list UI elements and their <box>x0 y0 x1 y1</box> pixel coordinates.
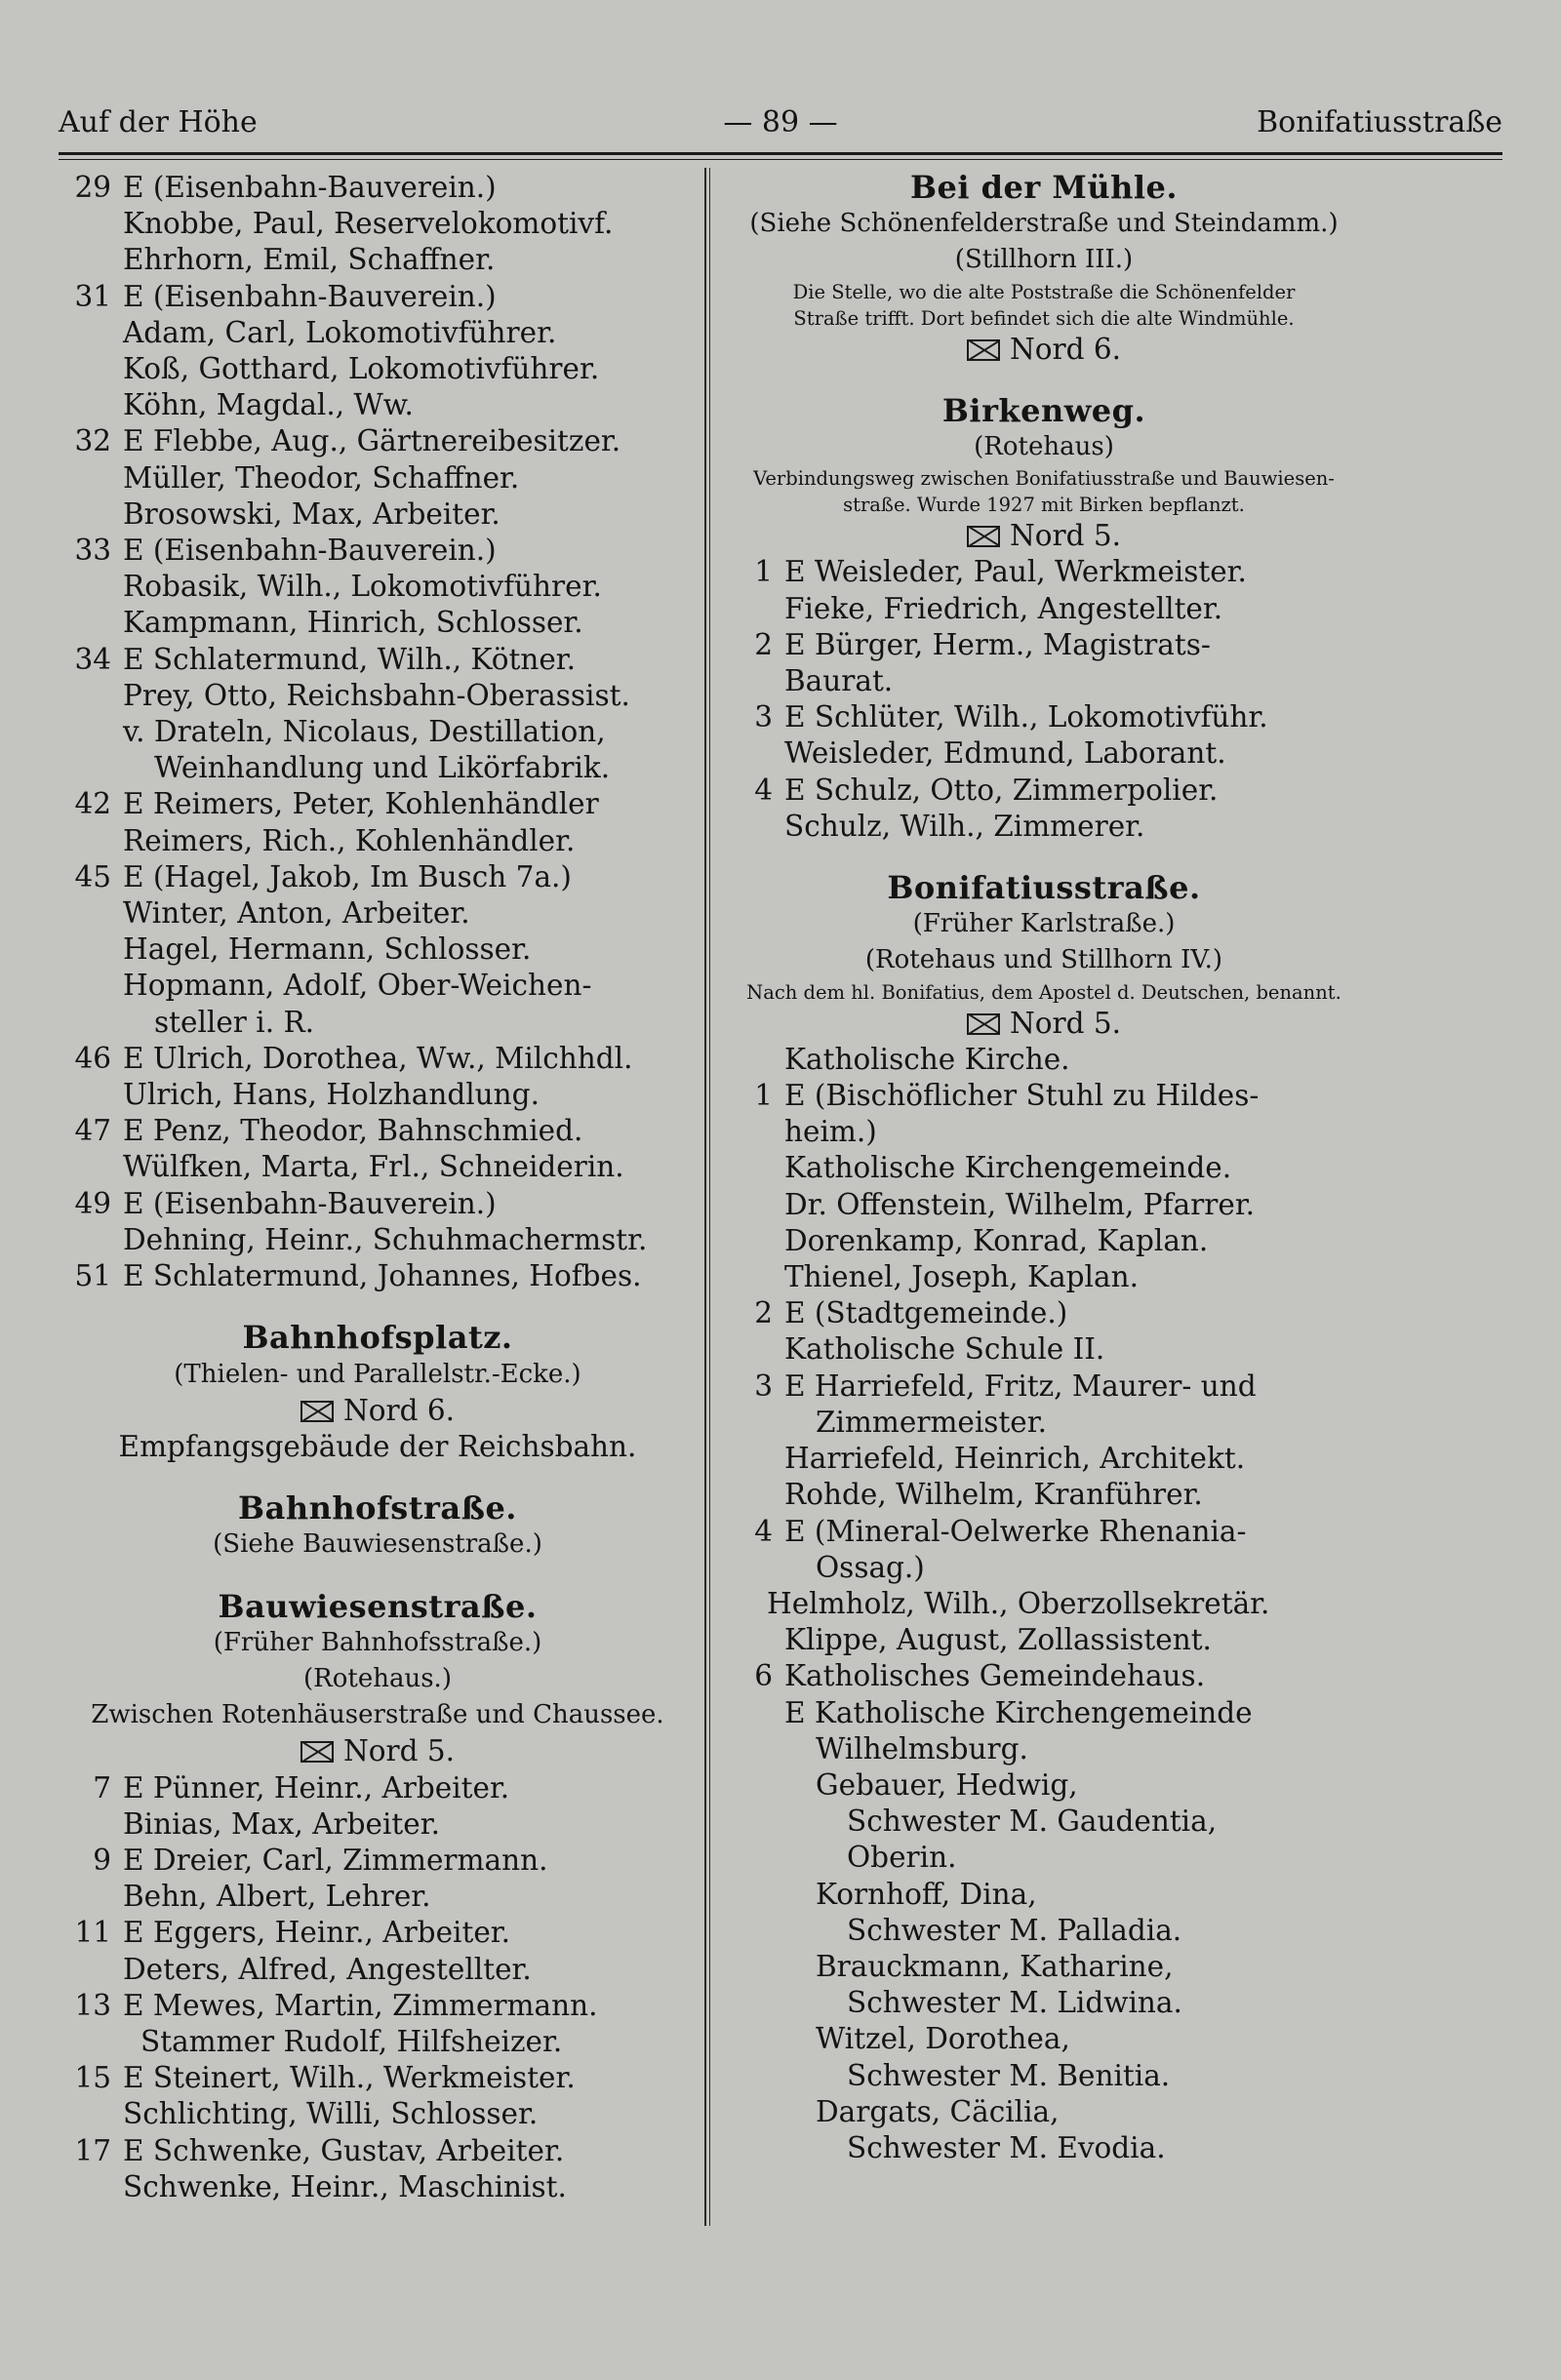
list-item: Schwester M. Lidwina. <box>847 1986 1182 2020</box>
list-item: Robasik, Wilh., Lokomotivführer. <box>123 570 602 604</box>
house-number: 34 <box>74 642 111 676</box>
list-item: Witzel, Dorothea, <box>816 2022 1070 2056</box>
house-number: 2 <box>754 627 773 661</box>
list-item: Ulrich, Hans, Holzhandlung. <box>123 1078 540 1112</box>
street-heading: Bahnhofstraße. <box>238 1489 517 1527</box>
list-item <box>722 1295 1366 1331</box>
house-number: 1 <box>754 1079 773 1113</box>
list-item: Rohde, Wilhelm, Kranführer. <box>784 1478 1203 1512</box>
list-item <box>60 170 695 206</box>
list-item: Dehning, Heinr., Schuhmachermstr. <box>123 1222 648 1256</box>
list-item <box>60 1988 695 2024</box>
post-district-text: Nord 5. <box>1009 519 1122 553</box>
street-heading: Bauwiesenstraße. <box>218 1587 538 1625</box>
entry-text: E Bürger, Herm., Magistrats- <box>784 627 1211 661</box>
house-number: 15 <box>74 2061 111 2095</box>
list-item: Winter, Anton, Arbeiter. <box>123 896 470 931</box>
list-item: steller i. R. <box>154 1005 315 1039</box>
house-number: 1 <box>754 555 773 589</box>
entry-text: E Mewes, Martin, Zimmermann. <box>123 1988 598 2022</box>
street-heading: Bonifatiusstraße. <box>887 869 1201 907</box>
entry-text: E (Eisenbahn-Bauverein.) <box>123 171 497 204</box>
list-item: Katholische Schule II. <box>784 1332 1105 1367</box>
entry-text: E (Hagel, Jakob, Im Busch 7a.) <box>123 859 572 893</box>
list-item: Prey, Otto, Reichsbahn-Oberassist. <box>123 678 630 712</box>
list-item: Binias, Max, Arbeiter. <box>123 1806 440 1841</box>
entry-text: E Steinert, Wilh., Werkmeister. <box>123 2061 576 2095</box>
list-item: Zimmermeister. <box>816 1405 1047 1439</box>
house-number: 4 <box>754 773 773 807</box>
post-district-text: Nord 5. <box>1009 1006 1122 1040</box>
street-note: (Früher Karlstraße.) <box>912 909 1176 939</box>
street-note: (Stillhorn III.) <box>954 245 1134 275</box>
column-divider <box>704 168 706 2226</box>
list-item: Schwester M. Gaudentia, <box>847 1805 1218 1839</box>
list-item <box>60 279 695 315</box>
right-column <box>722 170 1366 2166</box>
list-item: Köhn, Magdal., Ww. <box>123 388 414 422</box>
list-item <box>722 773 1366 809</box>
entry-text: E (Eisenbahn-Bauverein.) <box>123 534 497 568</box>
entry-text: E (Bischöflicher Stuhl zu Hildes- <box>784 1079 1260 1113</box>
list-item: Kornhoff, Dina, <box>816 1877 1037 1911</box>
house-number: 33 <box>74 534 111 568</box>
list-item: Wülfken, Marta, Frl., Schneiderin. <box>123 1150 624 1184</box>
header-right: Bonifatiusstraße <box>1257 105 1502 139</box>
street-description: Straße trifft. Dort befindet sich die alte Windmühle. <box>793 306 1295 330</box>
post-district-text: Nord 6. <box>1009 332 1122 366</box>
list-item <box>60 1041 695 1077</box>
house-number: 11 <box>74 1916 111 1950</box>
envelope-icon <box>967 526 1000 547</box>
house-number: 45 <box>74 859 111 893</box>
post-district <box>722 518 1366 554</box>
list-item: Schwester M. Evodia. <box>847 2130 1166 2164</box>
list-item <box>60 2060 695 2096</box>
entry-text: E Harriefeld, Fritz, Maurer- und <box>784 1368 1257 1403</box>
entry-text: E (Eisenbahn-Bauverein.) <box>123 1186 497 1220</box>
entry-text: E Schlüter, Wilh., Lokomotivführ. <box>784 700 1268 734</box>
house-number: 42 <box>74 787 111 821</box>
list-item: v. Drateln, Nicolaus, Destillation, <box>123 715 606 749</box>
list-item: Oberin. <box>847 1841 957 1875</box>
house-number: 49 <box>74 1186 111 1220</box>
list-item: Ossag.) <box>816 1550 925 1584</box>
header-rule <box>59 152 1502 160</box>
entry-text: E Ulrich, Dorothea, Ww., Milchhdl. <box>123 1041 633 1075</box>
list-item: Wilhelmsburg. <box>816 1731 1028 1765</box>
list-item <box>60 1843 695 1879</box>
header-left: Auf der Höhe <box>59 105 258 139</box>
list-item: Katholische Kirche. <box>784 1042 1070 1076</box>
list-item: Weisleder, Edmund, Laborant. <box>784 736 1226 771</box>
list-item: Harriefeld, Heinrich, Architekt. <box>784 1442 1246 1476</box>
entry-text: E Schulz, Otto, Zimmerpolier. <box>784 773 1219 807</box>
street-heading: Bei der Mühle. <box>909 169 1179 206</box>
list-item: Schlichting, Willi, Schlosser. <box>123 2097 539 2131</box>
list-item: heim.) <box>784 1115 877 1149</box>
entry-text: E Schwenke, Gustav, Arbeiter. <box>123 2133 565 2167</box>
street-note: Zwischen Rotenhäuserstraße und Chaussee. <box>91 1700 664 1730</box>
list-item: Dargats, Cäcilia, <box>816 2094 1060 2128</box>
list-item <box>722 1368 1366 1405</box>
house-number: 6 <box>754 1659 773 1693</box>
street-note: (Rotehaus und Stillhorn IV.) <box>864 945 1223 975</box>
list-item: Klippe, August, Zollassistent. <box>784 1623 1212 1657</box>
street-note: (Thielen- und Parallelstr.-Ecke.) <box>174 1359 581 1389</box>
list-item <box>60 1915 695 1951</box>
street-note: (Siehe Schönenfelderstraße und Steindamm.) <box>749 209 1339 239</box>
page-header <box>59 105 1502 154</box>
list-item: Reimers, Rich., Kohlenhändler. <box>123 823 576 857</box>
list-item: Hopmann, Adolf, Ober-Weichen- <box>123 969 592 1003</box>
street-description: Nach dem hl. Bonifatius, dem Apostel d. Deutschen, benannt. <box>746 980 1341 1004</box>
house-number: 17 <box>74 2133 111 2167</box>
post-district <box>60 1733 695 1769</box>
entry-text: E Flebbe, Aug., Gärtnereibesitzer. <box>123 424 621 458</box>
envelope-icon <box>967 339 1000 361</box>
list-item: Müller, Theodor, Schaffner. <box>123 460 520 495</box>
list-item <box>60 533 695 569</box>
list-item: Weinhandlung und Likörfabrik. <box>154 751 611 785</box>
list-item: Baurat. <box>784 664 894 698</box>
list-item: Koß, Gotthard, Lokomotivführer. <box>123 352 600 386</box>
list-item <box>60 1113 695 1149</box>
list-item <box>60 423 695 459</box>
street-note: (Siehe Bauwiesenstraße.) <box>213 1529 542 1560</box>
entry-text: E (Stadtgemeinde.) <box>784 1296 1068 1330</box>
list-item: Hagel, Hermann, Schlosser. <box>123 932 532 967</box>
list-item: E Katholische Kirchengemeinde <box>784 1695 1253 1729</box>
list-item: Kampmann, Hinrich, Schlosser. <box>123 606 583 640</box>
list-item <box>60 786 695 822</box>
house-number: 13 <box>74 1988 111 2022</box>
house-number: 31 <box>74 279 111 313</box>
post-district-text: Nord 5. <box>342 1734 456 1768</box>
street-description: Die Stelle, wo die alte Poststraße die Schönenfelder <box>792 280 1296 303</box>
envelope-icon <box>300 1401 334 1422</box>
list-item <box>60 642 695 678</box>
list-item <box>60 859 695 895</box>
list-item: Thienel, Joseph, Kaplan. <box>784 1260 1139 1294</box>
entry-text: E Schlatermund, Wilh., Kötner. <box>123 642 577 676</box>
street-heading: Birkenweg. <box>941 391 1146 429</box>
list-item: Brauckmann, Katharine, <box>816 1949 1174 1983</box>
entry-text: E Dreier, Carl, Zimmermann. <box>123 1843 548 1877</box>
street-description: straße. Wurde 1927 mit Birken bepflanzt. <box>843 494 1245 517</box>
list-item: Gebauer, Hedwig, <box>816 1767 1078 1802</box>
column-divider-thin <box>709 168 710 2226</box>
street-note: (Früher Bahnhofsstraße.) <box>213 1627 542 1657</box>
house-number: 2 <box>754 1296 773 1330</box>
list-item <box>60 1770 695 1806</box>
envelope-icon <box>300 1741 334 1763</box>
house-number: 29 <box>74 171 111 204</box>
list-item: Katholische Kirchengemeinde. <box>784 1151 1232 1185</box>
list-item <box>722 1514 1366 1550</box>
list-item: Adam, Carl, Lokomotivführer. <box>123 315 557 349</box>
list-item: Behn, Albert, Lehrer. <box>123 1880 431 1914</box>
list-item: Knobbe, Paul, Reservelokomotivf. <box>123 207 614 241</box>
list-item: Dr. Offenstein, Wilhelm, Pfarrer. <box>784 1187 1256 1221</box>
list-item: Dorenkamp, Konrad, Kaplan. <box>784 1223 1209 1257</box>
entry-text: E Penz, Theodor, Bahnschmied. <box>123 1114 583 1148</box>
list-item: Empfangsgebäude der Reichsbahn. <box>118 1429 637 1463</box>
street-description: Verbindungsweg zwischen Bonifatiusstraße und Bauwiesen- <box>753 467 1335 491</box>
list-item <box>722 699 1366 735</box>
entry-text: E (Mineral-Oelwerke Rhenania- <box>784 1514 1247 1548</box>
list-item: Brosowski, Max, Arbeiter. <box>123 496 500 531</box>
entry-text: E Reimers, Peter, Kohlenhändler <box>123 787 599 821</box>
list-item: Helmholz, Wilh., Oberzollsekretär. <box>767 1586 1270 1620</box>
list-item <box>722 1658 1366 1694</box>
post-district <box>60 1393 695 1429</box>
list-item <box>722 554 1366 590</box>
list-item: Stammer Rudolf, Hilfsheizer. <box>140 2024 563 2058</box>
list-item: Schulz, Wilh., Zimmerer. <box>784 809 1145 843</box>
list-item: Schwester M. Benitia. <box>847 2058 1171 2092</box>
list-item <box>60 1186 695 1222</box>
house-number: 4 <box>754 1514 773 1548</box>
envelope-icon <box>967 1013 1000 1035</box>
entry-text: E Schlatermund, Johannes, Hofbes. <box>123 1259 642 1293</box>
street-heading: Bahnhofsplatz. <box>242 1319 513 1357</box>
post-district <box>722 332 1366 368</box>
post-district-text: Nord 6. <box>342 1393 456 1427</box>
entry-text: Katholisches Gemeindehaus. <box>784 1659 1206 1693</box>
page-number: — 89 — <box>723 105 838 139</box>
house-number: 7 <box>93 1770 111 1805</box>
house-number: 46 <box>74 1041 111 1075</box>
house-number: 51 <box>74 1259 111 1293</box>
entry-text: E (Eisenbahn-Bauverein.) <box>123 279 497 313</box>
house-number: 47 <box>74 1114 111 1148</box>
entry-text: E Eggers, Heinr., Arbeiter. <box>123 1916 511 1950</box>
street-note: (Rotehaus.) <box>303 1663 452 1693</box>
entry-text: E Weisleder, Paul, Werkmeister. <box>784 555 1247 589</box>
list-item <box>722 627 1366 663</box>
house-number: 9 <box>93 1843 111 1877</box>
list-item: Schwester M. Palladia. <box>847 1913 1182 1947</box>
house-number: 3 <box>754 1368 773 1403</box>
post-district <box>722 1006 1366 1042</box>
list-item: Ehrhorn, Emil, Schaffner. <box>123 243 496 277</box>
house-number: 3 <box>754 700 773 734</box>
list-item: Deters, Alfred, Angestellter. <box>123 1952 532 1986</box>
house-number: 32 <box>74 424 111 458</box>
left-column <box>60 170 695 2205</box>
list-item <box>60 2133 695 2169</box>
list-item <box>60 1258 695 1294</box>
entry-text: E Pünner, Heinr., Arbeiter. <box>123 1770 510 1805</box>
list-item: Fieke, Friedrich, Angestellter. <box>784 591 1223 625</box>
street-note: (Rotehaus) <box>974 432 1114 462</box>
list-item: Schwenke, Heinr., Maschinist. <box>123 2169 567 2203</box>
list-item <box>722 1078 1366 1114</box>
